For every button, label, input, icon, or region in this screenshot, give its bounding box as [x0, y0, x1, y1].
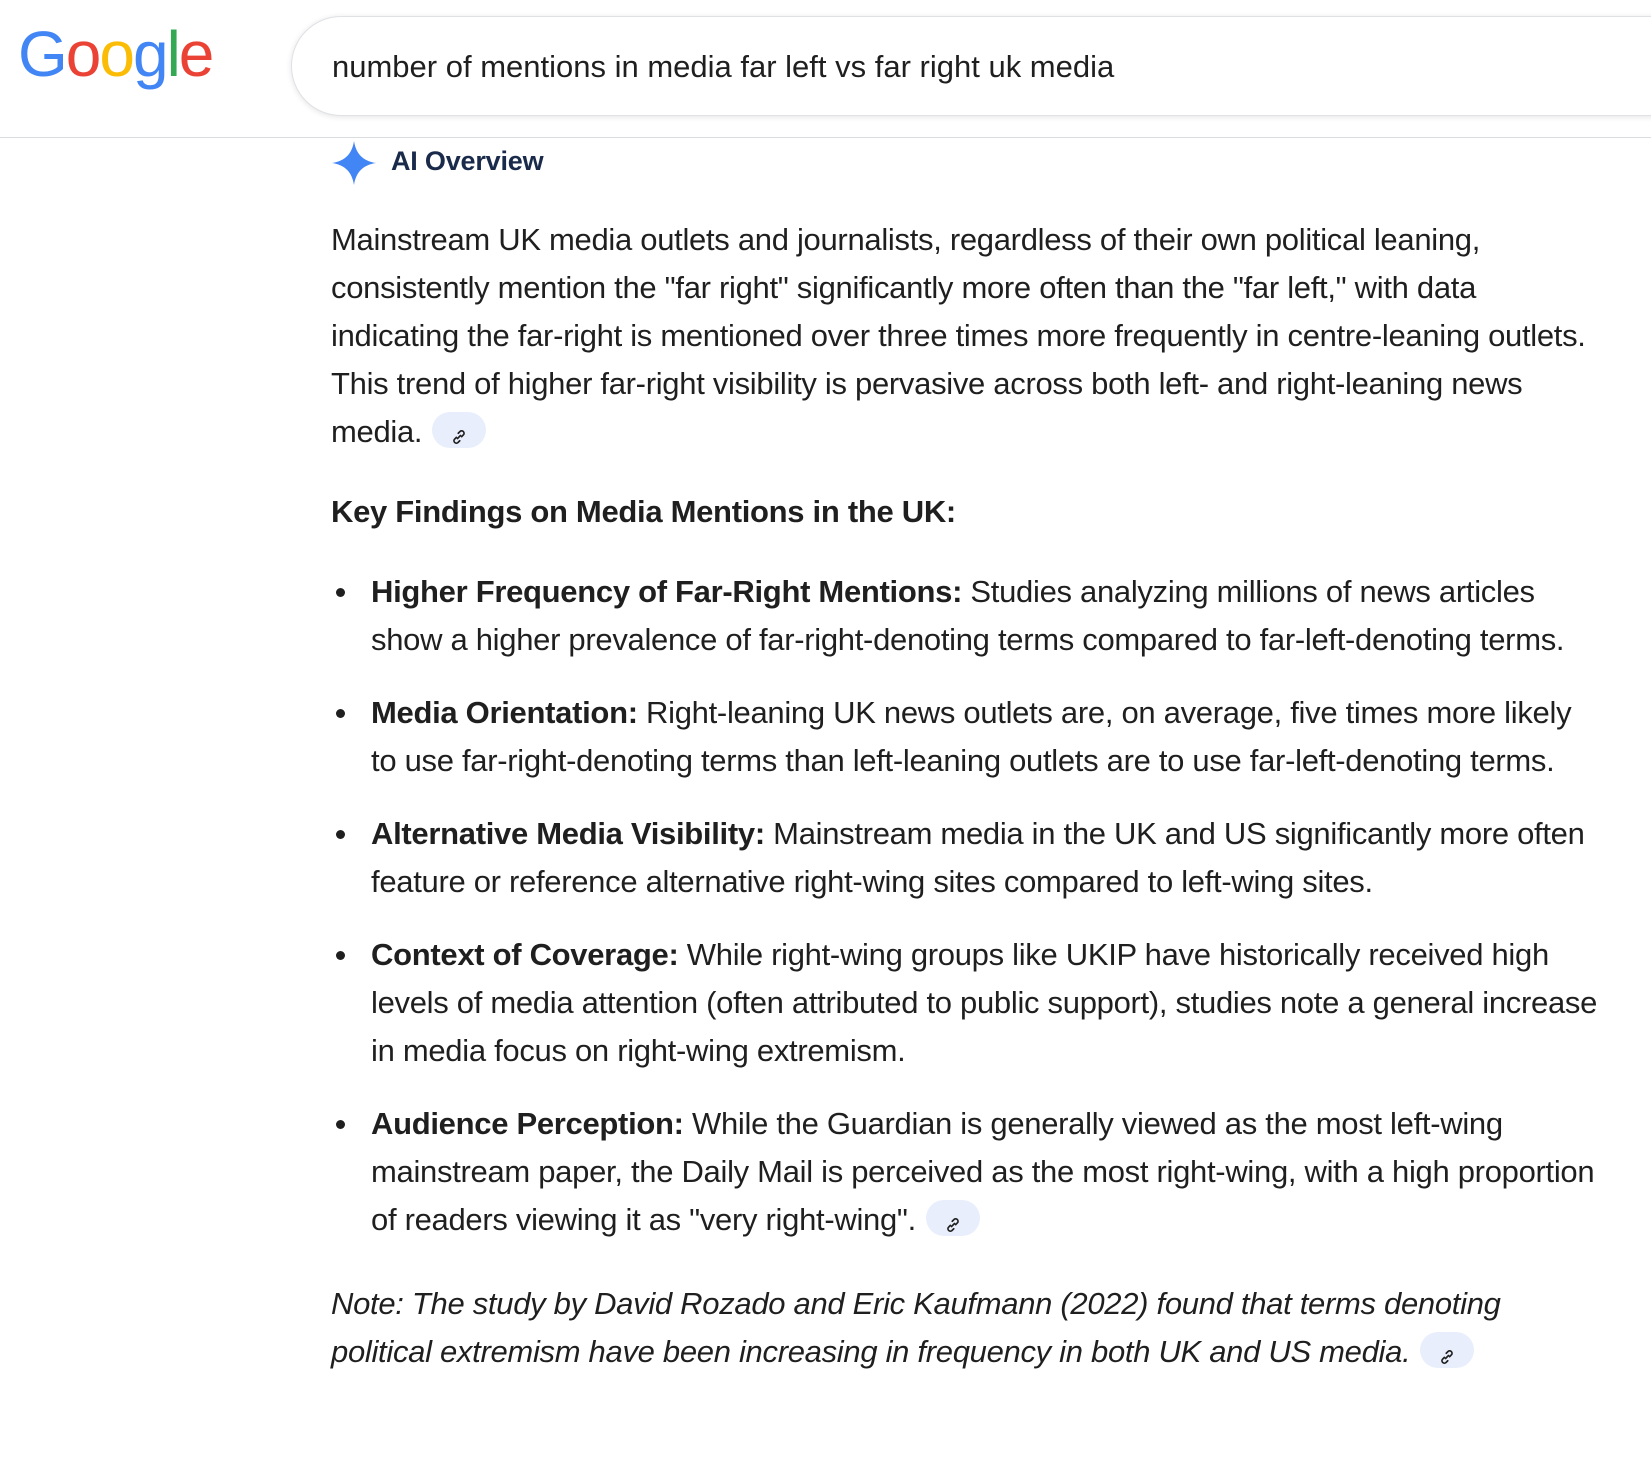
ai-overview-content [331, 216, 1599, 1407]
finding-term: Higher Frequency of Far-Right Mentions: [371, 574, 963, 609]
search-query[interactable]: number of mentions in media far left vs far right uk media [332, 49, 1115, 84]
search-input[interactable] [291, 16, 1651, 116]
ai-overview-label: AI Overview [391, 146, 544, 176]
list-item [331, 568, 1599, 664]
note-paragraph [331, 1280, 1599, 1376]
finding-text: While the Guardian is generally viewed as the most left-wing mainstream paper, the Daily Mail is perceived as the most right-wing, with a high proportion of readers viewing it as "very right-wing". [371, 1106, 1595, 1237]
finding-text: Mainstream media in the UK and US significantly more often feature or reference alternative right-wing sites compared to left-wing sites. [371, 816, 1585, 899]
bullet [336, 1120, 345, 1129]
link-icon [1438, 1348, 1456, 1366]
list-item [331, 810, 1599, 906]
logo-letter: e [178, 18, 213, 90]
link-icon [944, 1216, 962, 1234]
logo-letter: o [65, 18, 100, 90]
logo-letter: g [132, 18, 167, 90]
source-link-button[interactable] [1420, 1332, 1474, 1368]
finding-term: Alternative Media Visibility: [371, 816, 765, 851]
bullet [336, 709, 345, 718]
intro-text: Mainstream UK media outlets and journalists, regardless of their own political leaning, consistently mention the "far right" significantly more often than the "far left," with data indicating the far-right is mentioned over three times more frequently in centre-leaning outlets. This trend of higher far-right visibility is pervasive across both left- and right-leaning news media. [331, 222, 1586, 449]
logo-letter: G [18, 18, 66, 90]
section-heading: Key Findings on Media Mentions in the UK: [331, 494, 956, 529]
note-text: Note: The study by David Rozado and Eric Kaufmann (2022) found that terms denoting political extremism have been increasing in frequency in both UK and US media. [331, 1286, 1501, 1369]
finding-term: Context of Coverage: [371, 937, 679, 972]
logo-letter: l [166, 18, 179, 90]
list-item [331, 931, 1599, 1075]
finding-text: While right-wing groups like UKIP have historically received high levels of media attention (often attributed to public support), studies note a general increase in media focus on right-wing extremism. [371, 937, 1598, 1068]
findings-list [331, 568, 1599, 1244]
bullet [336, 830, 345, 839]
bullet [336, 588, 345, 597]
finding-term: Audience Perception: [371, 1106, 684, 1141]
source-link-button[interactable] [432, 412, 486, 448]
list-item [331, 689, 1599, 785]
search-header [0, 0, 1651, 138]
logo-letter: o [99, 18, 133, 90]
list-item [331, 1100, 1599, 1244]
google-logo[interactable] [18, 18, 213, 90]
intro-paragraph [331, 216, 1599, 456]
sparkle-icon [331, 140, 377, 186]
finding-text: Right-leaning UK news outlets are, on average, five times more likely to use far-right-denoting terms than left-leaning outlets are to use far-left-denoting terms. [371, 695, 1572, 778]
finding-term: Media Orientation: [371, 695, 638, 730]
bullet [336, 951, 345, 960]
source-link-button[interactable] [926, 1200, 980, 1236]
finding-text: Studies analyzing millions of news articles show a higher prevalence of far-right-denoting terms compared to far-left-denoting terms. [371, 574, 1565, 657]
link-icon [450, 428, 468, 446]
